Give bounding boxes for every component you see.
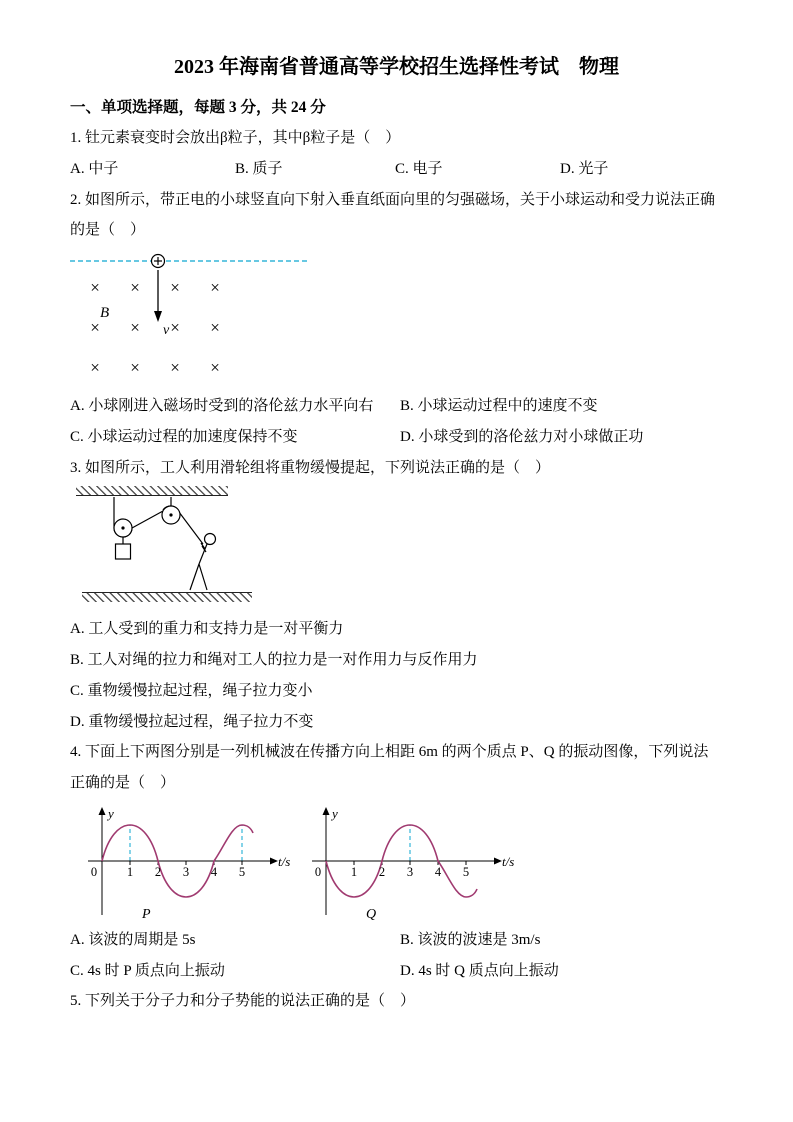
- field-cross-grid: [90, 278, 220, 377]
- field-cross-icon: ×: [90, 318, 100, 337]
- pulley-system-figure: [76, 486, 286, 611]
- y-axis-arrow-icon: [99, 807, 106, 815]
- field-cross-icon: ×: [170, 278, 180, 297]
- tick-label: 2: [154, 864, 162, 879]
- y-axis-arrow-icon: [323, 807, 330, 815]
- option-c: C. 电子: [395, 160, 443, 177]
- rope-segment: [132, 511, 163, 528]
- option-d: D. 4s 时 Q 质点向上振动: [400, 962, 559, 979]
- weight-block: [116, 544, 131, 559]
- question-2-options-row-1: [70, 391, 723, 422]
- worker-leg: [190, 564, 199, 590]
- field-cross-icon: ×: [90, 278, 100, 297]
- field-cross-icon: ×: [170, 318, 180, 337]
- y-axis-label: y: [108, 805, 114, 821]
- question-2-stem: 2. 如图所示，带正电的小球竖直向下射入垂直纸面向里的匀强磁场，关于小球运动和受力说法正确的是（ ）: [70, 191, 716, 239]
- velocity-arrow-icon: [154, 270, 162, 322]
- field-cross-icon: ×: [210, 358, 220, 377]
- question-1-options: [70, 154, 723, 185]
- positive-charge-icon: [152, 255, 165, 268]
- option-d: D. 小球受到的洛伦兹力对小球做正功: [400, 428, 644, 445]
- velocity-label-v: v: [163, 323, 170, 338]
- tick-label: 0: [314, 864, 322, 879]
- question-3: [70, 453, 723, 738]
- field-cross-icon: ×: [130, 318, 140, 337]
- option-a: A. 小球刚进入磁场时受到的洛伦兹力水平向右: [70, 398, 374, 414]
- field-cross-icon: ×: [210, 318, 220, 337]
- tick-label: 3: [182, 864, 190, 879]
- x-axis-arrow-icon: [494, 857, 502, 864]
- option-d: D. 重物缓慢拉起过程，绳子拉力不变: [70, 713, 314, 730]
- question-5-stem: 5. 下列关于分子力和分子势能的说法正确的是（ ）: [70, 993, 416, 1010]
- field-cross-icon: ×: [210, 278, 220, 297]
- tick-label: 5: [462, 864, 470, 879]
- question-4: [70, 737, 723, 986]
- magnetic-field-figure: [70, 251, 310, 383]
- option-b: B. 质子: [235, 160, 283, 177]
- rope-to-worker: [179, 512, 203, 544]
- option-a: A. 该波的周期是 5s: [70, 931, 196, 948]
- question-2-figure: [70, 251, 723, 388]
- field-cross-icon: ×: [90, 358, 100, 377]
- option-a: A. 中子: [70, 160, 119, 177]
- y-axis-label: y: [332, 805, 338, 821]
- field-cross-icon: ×: [130, 358, 140, 377]
- question-5: [70, 986, 723, 1017]
- worker-leg: [199, 564, 207, 590]
- option-d: D. 光子: [560, 160, 609, 177]
- question-1: [70, 123, 723, 185]
- field-cross-icon: ×: [130, 278, 140, 297]
- vibration-graph-P: [82, 803, 294, 921]
- question-2: [70, 185, 723, 453]
- movable-pulley-axle: [121, 527, 124, 530]
- x-axis-arrow-icon: [270, 857, 278, 864]
- exam-title: 2023 年海南省普通高等学校招生选择性考试 物理: [174, 56, 619, 78]
- fixed-pulley-axle: [169, 514, 172, 517]
- question-4-options-row-1: [70, 925, 723, 956]
- tick-label: 4: [210, 864, 218, 879]
- question-3-stem: 3. 如图所示，工人利用滑轮组将重物缓慢提起，下列说法正确的是（ ）: [70, 459, 551, 476]
- section-header: 一、单项选择题，每题 3 分，共 24 分: [70, 99, 326, 116]
- field-cross-icon: ×: [170, 358, 180, 377]
- option-a: A. 工人受到的重力和支持力是一对平衡力: [70, 621, 344, 638]
- option-b: B. 该波的波速是 3m/s: [400, 931, 541, 948]
- x-axis-label: t/s: [278, 853, 291, 869]
- option-c: C. 4s 时 P 质点向上振动: [70, 962, 225, 979]
- question-3-figure: [76, 486, 286, 611]
- x-axis-label: t/s: [502, 853, 515, 869]
- question-4-figures: [82, 803, 723, 921]
- option-c: C. 小球运动过程的加速度保持不变: [70, 428, 298, 445]
- tick-label: 3: [406, 864, 414, 879]
- question-4-stem: 4. 下面上下两图分别是一列机械波在传播方向上相距 6m 的两个质点 P、Q 的振动图像，下列说法正确的是（ ）: [70, 744, 709, 791]
- tick-label: 5: [238, 864, 246, 879]
- vibration-graph-Q: [306, 803, 518, 921]
- particle-label-P: P: [142, 906, 151, 921]
- option-b: B. 小球运动过程中的速度不变: [400, 398, 598, 414]
- field-label-B: B: [100, 305, 110, 321]
- tick-label: 1: [126, 864, 134, 879]
- tick-label: 4: [434, 864, 442, 879]
- particle-label-Q: Q: [366, 906, 377, 921]
- tick-label: 2: [378, 864, 386, 879]
- tick-label: 1: [350, 864, 358, 879]
- tick-label: 0: [90, 864, 98, 879]
- question-4-options-row-2: [70, 956, 723, 987]
- question-2-options-row-2: [70, 422, 723, 453]
- question-1-stem: 1. 钍元素衰变时会放出β粒子，其中β粒子是（ ）: [70, 130, 401, 146]
- option-b: B. 工人对绳的拉力和绳对工人的拉力是一对作用力与反作用力: [70, 652, 478, 668]
- worker-head: [205, 534, 216, 545]
- option-c: C. 重物缓慢拉起过程，绳子拉力变小: [70, 682, 313, 699]
